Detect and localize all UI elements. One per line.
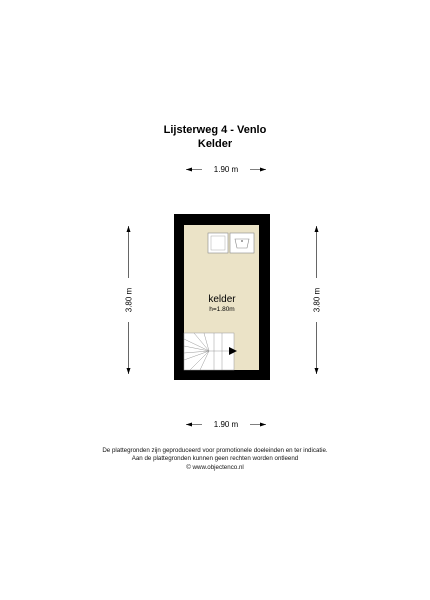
plan-title-address: Lijsterweg 4 - Venlo xyxy=(163,124,267,136)
dimension-top xyxy=(186,162,266,176)
disclaimer-line-2: Aan de plattegronden kunnen geen rechten worden ontleend xyxy=(131,455,299,463)
dimension-right xyxy=(309,226,324,374)
disclaimer-line-3: © www.objectenco.nl xyxy=(186,463,244,471)
dimension-bottom-label: 1.90 m xyxy=(213,420,239,429)
dimension-left xyxy=(121,226,136,374)
dimension-left-label: 3.80 m xyxy=(124,287,134,313)
room-height: h=1.80m xyxy=(209,306,235,313)
disclaimer-line-1: De plattegronden zijn geproduceerd voor promotionele doeleinden en ter indicatie. xyxy=(102,447,328,454)
plan-title-floor: Kelder xyxy=(197,138,233,150)
dimension-bottom xyxy=(186,417,266,431)
stairs xyxy=(184,333,237,370)
dimension-right-label: 3.80 m xyxy=(312,287,322,313)
dimension-top-label: 1.90 m xyxy=(213,165,239,174)
room-name: kelder xyxy=(208,294,236,305)
sink-icon xyxy=(230,233,254,253)
disclaimer xyxy=(0,447,430,472)
appliance-icon xyxy=(208,233,228,253)
